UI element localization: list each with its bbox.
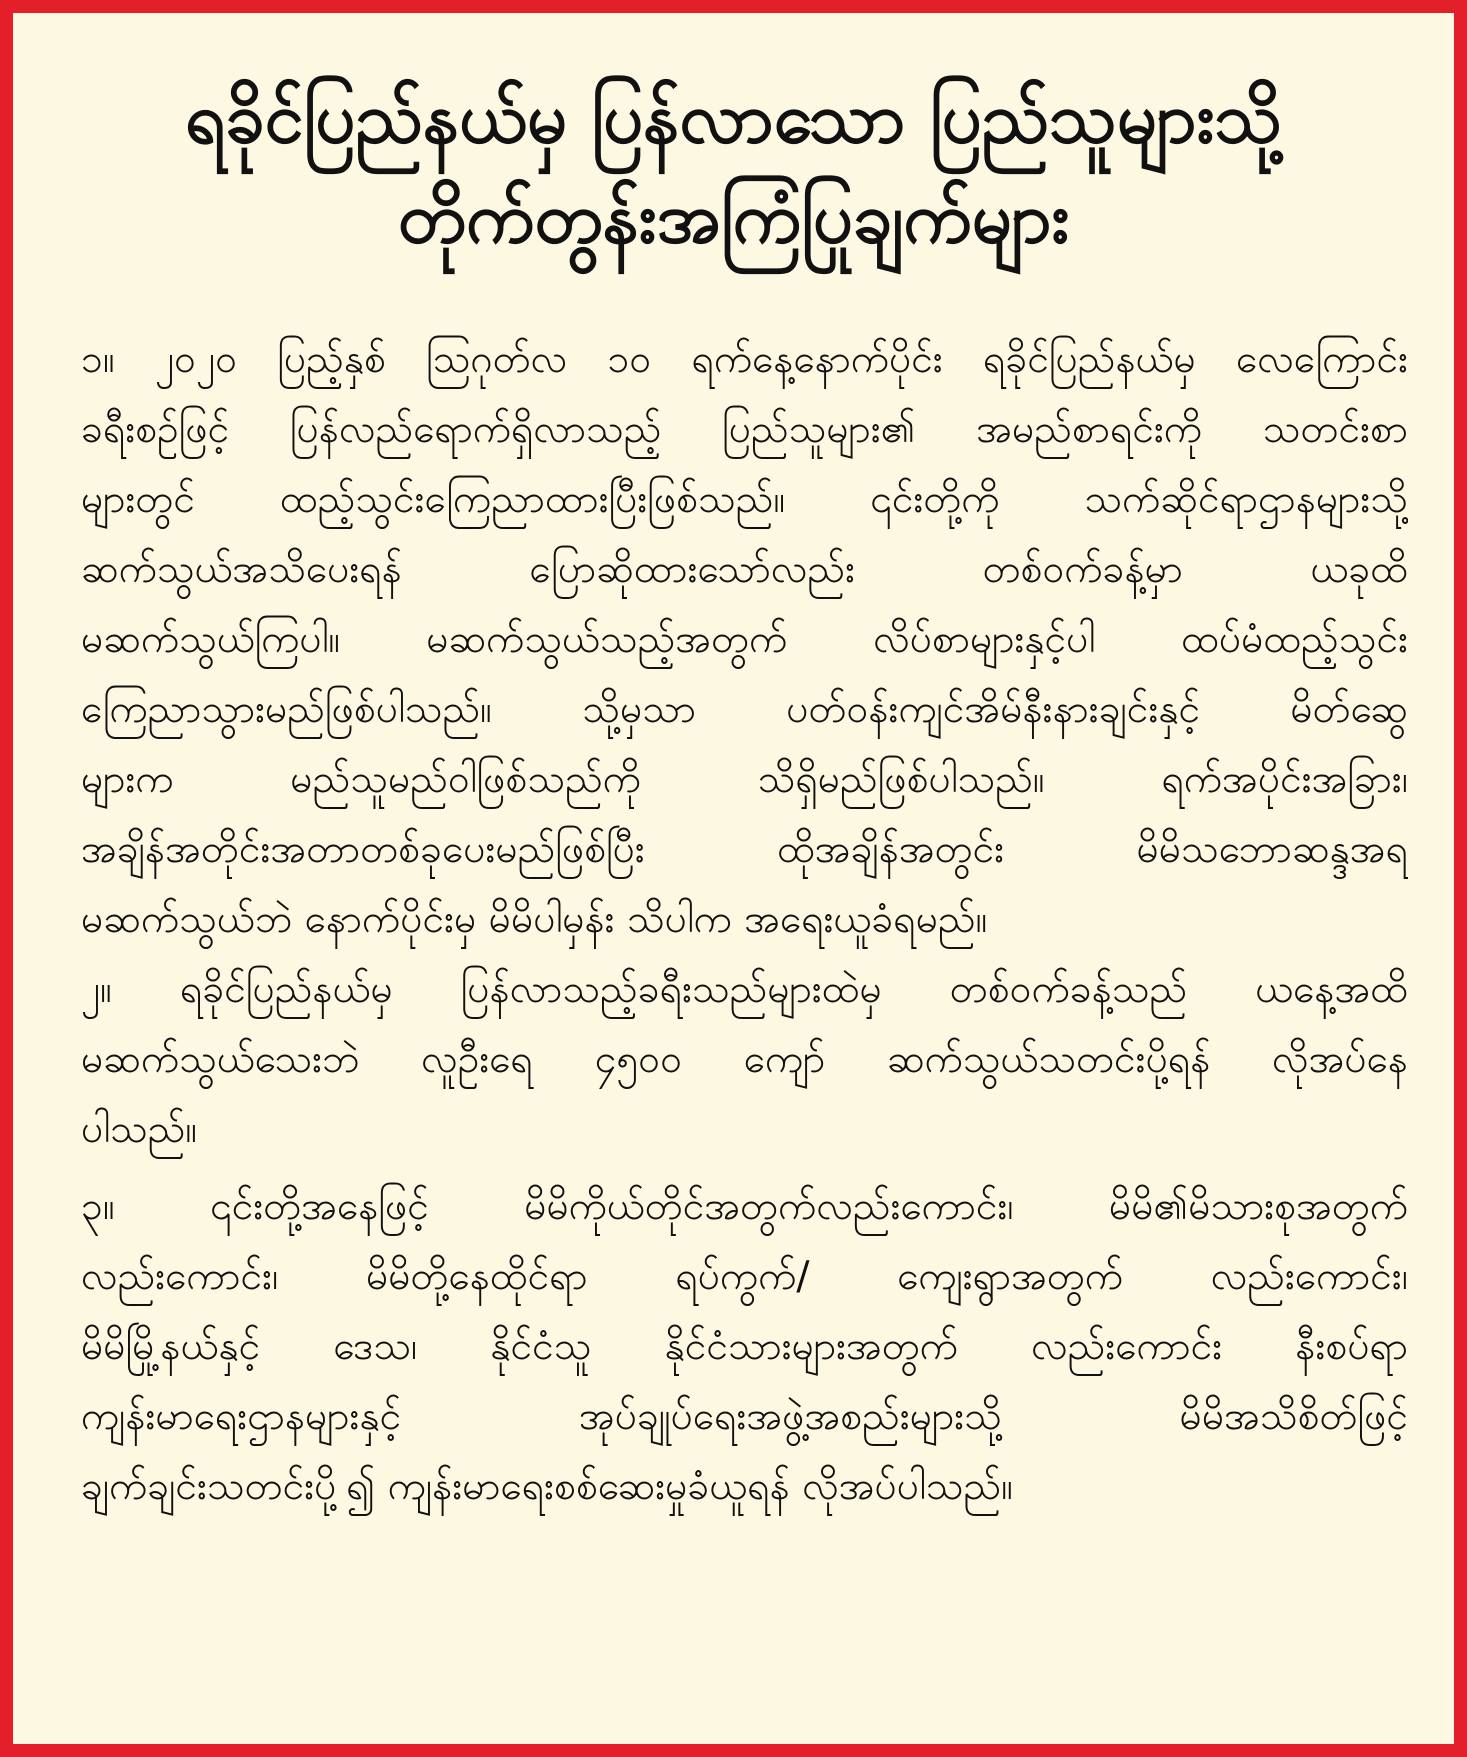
notice-body [81,325,1408,1522]
paragraph-line: မဆက်သွယ်ဘဲ နောက်ပိုင်းမှ မိမိပါမှန်း သိပါက အရေးယူခံရမည်။ [81,897,988,942]
paragraph-line: ၁။ ၂၀၂၀ ပြည့်နှစ် ဩဂုတ်လ ၁၀ ရက်နေ့နောက်ပိုင်း ရခိုင်ပြည်နယ်မှ လေကြောင်း [81,337,1408,382]
paragraph-line: ချက်ချင်းသတင်းပို့၍ ကျန်းမာရေးစစ်ဆေးမှုခံယူရန် လိုအပ်ပါသည်။ [81,1464,1014,1509]
paragraph-line: လည်းကောင်း၊ မိမိတို့နေထိုင်ရာ ရပ်ကွက်/ ကျေးရွာအတွက် လည်းကောင်း၊ [81,1254,1408,1299]
title-line-2: တိုက်တွန်းအကြံပြုချက်များ [397,177,1070,259]
paragraph-line: ခရီးစဉ်ဖြင့် ပြန်လည်ရောက်ရှိလာသည့် ပြည်သူများ၏ အမည်စာရင်းကို သတင်းစာ [81,407,1408,452]
paragraph-gap [81,1165,1408,1172]
paragraph-line: ပါသည်။ [81,1107,198,1152]
paragraph-1 [81,325,1408,955]
paragraph-line: များတွင် ထည့်သွင်းကြေညာထားပြီးဖြစ်သည်။ ၎င်းတို့ကို သက်ဆိုင်ရာဌာနများသို့ [81,477,1408,522]
paragraph-line: ကြေညာသွားမည်ဖြစ်ပါသည်။ သို့မှသာ ပတ်ဝန်းကျင်အိမ်နီးနားချင်းနှင့် မိတ်ဆွေ [81,687,1408,732]
title-line-1: ရခိုင်ပြည်နယ်မှ ပြန်လာသော ပြည်သူများသို့ [184,77,1283,159]
paragraph-line: မဆက်သွယ်ကြပါ။ မဆက်သွယ်သည့်အတွက် လိပ်စာများနှင့်ပါ ထပ်မံထည့်သွင်း [81,617,1408,662]
paragraph-line: မိမိမြို့နယ်နှင့် ဒေသ၊ နိုင်ငံသူ နိုင်ငံသားများအတွက် လည်းကောင်း နီးစပ်ရာ [81,1324,1408,1369]
paragraph-3 [81,1172,1408,1522]
paragraph-line: ဆက်သွယ်အသိပေးရန် ပြောဆိုထားသော်လည်း တစ်ဝက်ခန့်မှာ ယခုထိ [81,547,1408,592]
paragraph-line: မဆက်သွယ်သေးဘဲ လူဦးရေ ၄၅၀၀ ကျော် ဆက်သွယ်သတင်းပို့ရန် လိုအပ်နေ [81,1037,1408,1082]
paragraph-line: ကျန်းမာရေးဌာနများနှင့် အုပ်ချုပ်ရေးအဖွဲ့အစည်းများသို့ မိမိအသိစိတ်ဖြင့် [81,1394,1408,1439]
paragraph-2 [81,955,1408,1165]
paragraph-line: အချိန်အတိုင်းအတာတစ်ခုပေးမည်ဖြစ်ပြီး ထိုအချိန်အတွင်း မိမိသဘောဆန္ဒအရ [81,827,1408,872]
paragraph-line: ၂။ ရခိုင်ပြည်နယ်မှ ပြန်လာသည့်ခရီးသည်များထဲမှ တစ်ဝက်ခန့်သည် ယနေ့အထိ [81,967,1408,1012]
notice-title [53,68,1414,268]
paragraph-line: များက မည်သူမည်ဝါဖြစ်သည်ကို သိရှိမည်ဖြစ်ပါသည်။ ရက်အပိုင်းအခြား၊ [81,757,1408,802]
paragraph-line: ၃။ ၎င်းတို့အနေဖြင့် မိမိကိုယ်တိုင်အတွက်လည်းကောင်း၊ မိမိ၏မိသားစုအတွက် [81,1184,1408,1229]
